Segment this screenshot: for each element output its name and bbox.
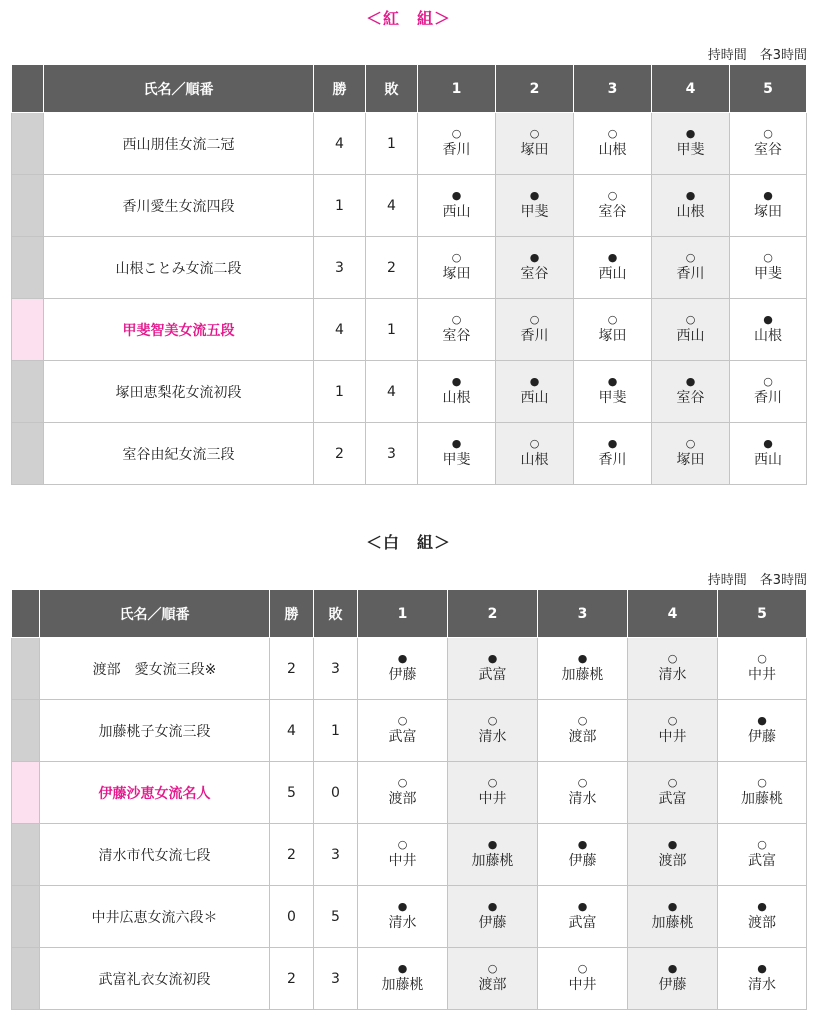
- round-result-cell: [538, 762, 628, 824]
- opponent-name: 武富: [388, 729, 417, 745]
- player-row: [12, 824, 807, 886]
- opponent-name: 山根: [676, 204, 705, 220]
- round-result-cell: [730, 113, 807, 175]
- win-count: 2: [270, 824, 314, 886]
- win-mark-icon: ○: [451, 313, 462, 326]
- row-marker: [12, 700, 40, 762]
- round-result-cell: [538, 948, 628, 1010]
- time-limit-note: 持時間 各3時間: [707, 573, 807, 588]
- round-result-cell: [538, 638, 628, 700]
- header-round-1: 1: [358, 590, 448, 638]
- win-mark-icon: ○: [529, 313, 540, 326]
- win-count: 1: [314, 361, 366, 423]
- win-mark-icon: ○: [757, 652, 767, 665]
- header-name: 氏名／順番: [40, 590, 270, 638]
- round-result-cell: [418, 299, 496, 361]
- player-row: [12, 299, 807, 361]
- opponent-name: 室谷: [754, 142, 782, 158]
- header-side-cell: [12, 65, 44, 113]
- loss-count: 1: [314, 700, 358, 762]
- player-row: [12, 638, 807, 700]
- header-round-3: 3: [538, 590, 628, 638]
- round-result-cell: [448, 948, 538, 1010]
- win-count: 2: [270, 638, 314, 700]
- opponent-name: 塚田: [520, 142, 549, 158]
- opponent-name: 山根: [754, 328, 782, 344]
- win-count: 5: [270, 762, 314, 824]
- row-marker: [12, 638, 40, 700]
- loss-mark-icon: ●: [667, 962, 678, 975]
- loss-mark-icon: ●: [451, 375, 462, 388]
- player-name: 伊藤沙恵女流名人: [40, 762, 270, 824]
- opponent-name: 伊藤: [658, 977, 687, 993]
- win-count: 0: [270, 886, 314, 948]
- round-result-cell: [574, 361, 652, 423]
- round-result-cell: [358, 824, 448, 886]
- opponent-name: 西山: [676, 328, 705, 344]
- win-mark-icon: ○: [763, 251, 773, 264]
- round-result-cell: [496, 299, 574, 361]
- win-mark-icon: ○: [577, 714, 588, 727]
- header-round-5: 5: [718, 590, 807, 638]
- loss-mark-icon: ●: [763, 437, 773, 450]
- header-row: [12, 590, 807, 638]
- round-result-cell: [448, 886, 538, 948]
- win-mark-icon: ○: [667, 714, 678, 727]
- win-mark-icon: ○: [577, 962, 588, 975]
- loss-mark-icon: ●: [607, 375, 618, 388]
- opponent-name: 室谷: [676, 390, 705, 406]
- round-result-cell: [718, 948, 807, 1010]
- opponent-name: 清水: [478, 729, 507, 745]
- opponent-name: 西山: [442, 204, 471, 220]
- round-result-cell: [730, 175, 807, 237]
- opponent-name: 渡部: [748, 915, 776, 931]
- round-result-cell: [652, 423, 730, 485]
- win-mark-icon: ○: [397, 838, 408, 851]
- round-result-cell: [538, 824, 628, 886]
- loss-count: 3: [314, 638, 358, 700]
- loss-mark-icon: ●: [529, 375, 540, 388]
- loss-count: 3: [366, 423, 418, 485]
- round-result-cell: [574, 299, 652, 361]
- round-result-cell: [718, 700, 807, 762]
- row-marker: [12, 237, 44, 299]
- loss-count: 4: [366, 361, 418, 423]
- player-name: 武富礼衣女流初段: [40, 948, 270, 1010]
- win-mark-icon: ○: [763, 375, 773, 388]
- win-mark-icon: ○: [757, 776, 767, 789]
- header-round-3: 3: [574, 65, 652, 113]
- win-mark-icon: ○: [487, 962, 498, 975]
- row-marker: [12, 824, 40, 886]
- header-wins: 勝: [314, 65, 366, 113]
- player-name: 塚田恵梨花女流初段: [44, 361, 314, 423]
- round-result-cell: [652, 237, 730, 299]
- opponent-name: 中井: [568, 977, 597, 993]
- header-round-2: 2: [496, 65, 574, 113]
- loss-mark-icon: ●: [685, 127, 696, 140]
- round-result-cell: [418, 423, 496, 485]
- opponent-name: 加藤桃: [471, 853, 514, 869]
- header-round-5: 5: [730, 65, 807, 113]
- opponent-name: 甲斐: [676, 142, 705, 158]
- opponent-name: 伊藤: [568, 853, 597, 869]
- opponent-name: 室谷: [520, 266, 549, 282]
- win-count: 4: [270, 700, 314, 762]
- round-result-cell: [718, 824, 807, 886]
- header-side-cell: [12, 590, 40, 638]
- win-mark-icon: ○: [397, 714, 408, 727]
- loss-mark-icon: ●: [667, 838, 678, 851]
- opponent-name: 山根: [442, 390, 471, 406]
- win-mark-icon: ○: [685, 251, 696, 264]
- round-result-cell: [418, 237, 496, 299]
- win-mark-icon: ○: [487, 776, 498, 789]
- opponent-name: 清水: [388, 915, 417, 931]
- loss-mark-icon: ●: [667, 900, 678, 913]
- win-count: 2: [314, 423, 366, 485]
- player-row: [12, 175, 807, 237]
- round-result-cell: [496, 175, 574, 237]
- loss-mark-icon: ●: [529, 189, 540, 202]
- round-result-cell: [652, 299, 730, 361]
- loss-mark-icon: ●: [607, 251, 618, 264]
- round-result-cell: [448, 700, 538, 762]
- opponent-name: 甲斐: [442, 452, 471, 468]
- round-result-cell: [730, 423, 807, 485]
- round-result-cell: [358, 886, 448, 948]
- player-name: 清水市代女流七段: [40, 824, 270, 886]
- opponent-name: 香川: [598, 452, 627, 468]
- opponent-name: 武富: [658, 791, 687, 807]
- loss-mark-icon: ●: [397, 900, 408, 913]
- player-name: 中井広恵女流六段＊: [40, 886, 270, 948]
- loss-count: 1: [366, 113, 418, 175]
- round-result-cell: [448, 762, 538, 824]
- opponent-name: 武富: [568, 915, 597, 931]
- opponent-name: 山根: [598, 142, 627, 158]
- time-limit-note: 持時間 各3時間: [707, 48, 807, 63]
- loss-count: 1: [366, 299, 418, 361]
- round-result-cell: [628, 762, 718, 824]
- round-result-cell: [574, 113, 652, 175]
- loss-mark-icon: ●: [487, 652, 498, 665]
- row-marker: [12, 361, 44, 423]
- win-count: 3: [314, 237, 366, 299]
- opponent-name: 伊藤: [388, 667, 417, 683]
- loss-mark-icon: ●: [685, 189, 696, 202]
- opponent-name: 西山: [598, 266, 627, 282]
- loss-mark-icon: ●: [487, 838, 498, 851]
- loss-mark-icon: ●: [487, 900, 498, 913]
- row-marker: [12, 299, 44, 361]
- round-result-cell: [730, 361, 807, 423]
- round-result-cell: [448, 824, 538, 886]
- win-mark-icon: ○: [451, 127, 462, 140]
- player-row: [12, 762, 807, 824]
- win-mark-icon: ○: [667, 652, 678, 665]
- win-count: 1: [314, 175, 366, 237]
- win-mark-icon: ○: [451, 251, 462, 264]
- header-losses: 敗: [314, 590, 358, 638]
- player-row: [12, 423, 807, 485]
- player-row: [12, 700, 807, 762]
- round-result-cell: [718, 886, 807, 948]
- loss-count: 0: [314, 762, 358, 824]
- round-result-cell: [628, 700, 718, 762]
- player-name: 加藤桃子女流三段: [40, 700, 270, 762]
- loss-mark-icon: ●: [757, 962, 767, 975]
- opponent-name: 清水: [568, 791, 597, 807]
- round-result-cell: [538, 700, 628, 762]
- win-mark-icon: ○: [529, 437, 540, 450]
- win-mark-icon: ○: [577, 776, 588, 789]
- player-name: 香川愛生女流四段: [44, 175, 314, 237]
- loss-mark-icon: ●: [451, 189, 462, 202]
- opponent-name: 清水: [658, 667, 687, 683]
- round-result-cell: [358, 948, 448, 1010]
- opponent-name: 室谷: [598, 204, 627, 220]
- opponent-name: 香川: [442, 142, 471, 158]
- win-count: 4: [314, 299, 366, 361]
- group-title-red: ＜紅 組＞: [365, 9, 451, 28]
- round-result-cell: [538, 886, 628, 948]
- loss-mark-icon: ●: [577, 838, 588, 851]
- opponent-name: 加藤桃: [651, 915, 694, 931]
- player-row: [12, 948, 807, 1010]
- player-row: [12, 113, 807, 175]
- round-result-cell: [574, 175, 652, 237]
- header-wins: 勝: [270, 590, 314, 638]
- round-result-cell: [718, 762, 807, 824]
- header-name: 氏名／順番: [44, 65, 314, 113]
- loss-mark-icon: ●: [763, 189, 773, 202]
- win-mark-icon: ○: [607, 189, 618, 202]
- round-result-cell: [628, 948, 718, 1010]
- round-result-cell: [628, 886, 718, 948]
- header-round-2: 2: [448, 590, 538, 638]
- header-losses: 敗: [366, 65, 418, 113]
- win-mark-icon: ○: [607, 313, 618, 326]
- loss-count: 5: [314, 886, 358, 948]
- player-name: 西山朋佳女流二冠: [44, 113, 314, 175]
- header-row: [12, 65, 807, 113]
- group-title-white: ＜白 組＞: [365, 533, 451, 552]
- opponent-name: 伊藤: [478, 915, 507, 931]
- player-row: [12, 886, 807, 948]
- header-round-4: 4: [628, 590, 718, 638]
- opponent-name: 武富: [478, 667, 507, 683]
- player-name: 甲斐智美女流五段: [44, 299, 314, 361]
- round-result-cell: [496, 113, 574, 175]
- win-mark-icon: ○: [529, 127, 540, 140]
- loss-mark-icon: ●: [577, 900, 588, 913]
- row-marker: [12, 113, 44, 175]
- opponent-name: 中井: [748, 667, 776, 683]
- round-result-cell: [652, 113, 730, 175]
- header-round-1: 1: [418, 65, 496, 113]
- round-result-cell: [358, 700, 448, 762]
- round-result-cell: [418, 361, 496, 423]
- loss-mark-icon: ●: [451, 437, 462, 450]
- opponent-name: 甲斐: [598, 390, 627, 406]
- round-result-cell: [730, 299, 807, 361]
- opponent-name: 塚田: [598, 328, 627, 344]
- round-result-cell: [628, 824, 718, 886]
- opponent-name: 西山: [754, 452, 782, 468]
- round-result-cell: [418, 113, 496, 175]
- opponent-name: 甲斐: [754, 266, 782, 282]
- row-marker: [12, 423, 44, 485]
- loss-mark-icon: ●: [607, 437, 618, 450]
- loss-count: 4: [366, 175, 418, 237]
- round-result-cell: [718, 638, 807, 700]
- loss-mark-icon: ●: [397, 652, 408, 665]
- round-result-cell: [628, 638, 718, 700]
- round-result-cell: [730, 237, 807, 299]
- opponent-name: 渡部: [478, 977, 507, 993]
- opponent-name: 渡部: [658, 853, 687, 869]
- round-result-cell: [496, 237, 574, 299]
- league-table-white: [11, 589, 807, 1010]
- opponent-name: 香川: [520, 328, 549, 344]
- win-mark-icon: ○: [757, 838, 767, 851]
- win-mark-icon: ○: [685, 437, 696, 450]
- round-result-cell: [574, 423, 652, 485]
- opponent-name: 武富: [748, 853, 776, 869]
- opponent-name: 渡部: [388, 791, 417, 807]
- round-result-cell: [496, 423, 574, 485]
- win-mark-icon: ○: [763, 127, 773, 140]
- loss-mark-icon: ●: [397, 962, 408, 975]
- opponent-name: 加藤桃: [741, 791, 783, 807]
- round-result-cell: [448, 638, 538, 700]
- row-marker: [12, 175, 44, 237]
- win-mark-icon: ○: [667, 776, 678, 789]
- opponent-name: 中井: [478, 791, 507, 807]
- win-mark-icon: ○: [487, 714, 498, 727]
- opponent-name: 中井: [388, 853, 417, 869]
- loss-mark-icon: ●: [757, 714, 767, 727]
- opponent-name: 清水: [748, 977, 776, 993]
- player-name: 室谷由紀女流三段: [44, 423, 314, 485]
- win-mark-icon: ○: [397, 776, 408, 789]
- round-result-cell: [652, 361, 730, 423]
- round-result-cell: [574, 237, 652, 299]
- header-round-4: 4: [652, 65, 730, 113]
- player-row: [12, 361, 807, 423]
- loss-count: 3: [314, 824, 358, 886]
- round-result-cell: [418, 175, 496, 237]
- loss-count: 3: [314, 948, 358, 1010]
- loss-mark-icon: ●: [577, 652, 588, 665]
- round-result-cell: [358, 762, 448, 824]
- row-marker: [12, 886, 40, 948]
- opponent-name: 加藤桃: [561, 667, 604, 683]
- opponent-name: 山根: [520, 452, 549, 468]
- round-result-cell: [358, 638, 448, 700]
- opponent-name: 渡部: [568, 729, 597, 745]
- round-result-cell: [496, 361, 574, 423]
- opponent-name: 香川: [676, 266, 705, 282]
- win-count: 4: [314, 113, 366, 175]
- player-row: [12, 237, 807, 299]
- row-marker: [12, 948, 40, 1010]
- player-name: 山根ことみ女流二段: [44, 237, 314, 299]
- opponent-name: 伊藤: [748, 729, 776, 745]
- win-mark-icon: ○: [685, 313, 696, 326]
- opponent-name: 西山: [520, 390, 549, 406]
- opponent-name: 塚田: [442, 266, 471, 282]
- opponent-name: 中井: [658, 729, 687, 745]
- league-table-red: [11, 64, 807, 485]
- player-name: 渡部 愛女流三段※: [40, 638, 270, 700]
- opponent-name: 塚田: [676, 452, 705, 468]
- round-result-cell: [652, 175, 730, 237]
- loss-count: 2: [366, 237, 418, 299]
- opponent-name: 室谷: [442, 328, 471, 344]
- opponent-name: 塚田: [754, 204, 782, 220]
- loss-mark-icon: ●: [757, 900, 767, 913]
- opponent-name: 香川: [754, 390, 782, 406]
- opponent-name: 加藤桃: [381, 977, 424, 993]
- win-count: 2: [270, 948, 314, 1010]
- win-mark-icon: ○: [607, 127, 618, 140]
- loss-mark-icon: ●: [763, 313, 773, 326]
- opponent-name: 甲斐: [520, 204, 549, 220]
- loss-mark-icon: ●: [529, 251, 540, 264]
- row-marker: [12, 762, 40, 824]
- loss-mark-icon: ●: [685, 375, 696, 388]
